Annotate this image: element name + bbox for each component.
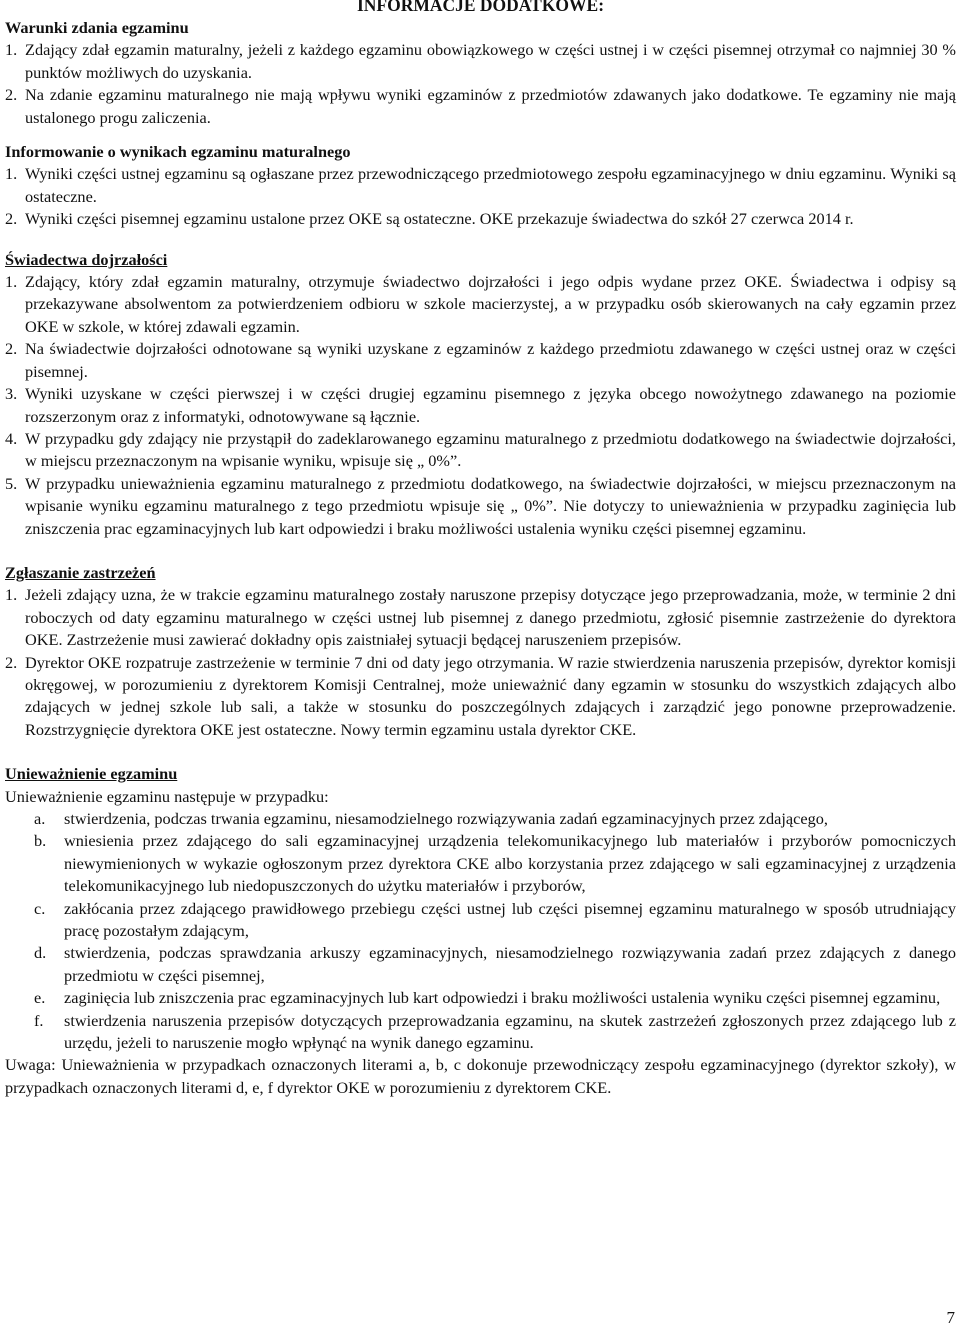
item-text: Zdający zdał egzamin maturalny, jeżeli z każdego egzaminu obowiązkowego w części ustnej i w części pisemnej otrzymał co najmniej 30 % punktów możliwych do uzyskania. — [25, 40, 956, 82]
item-number: 3. — [5, 384, 18, 404]
item-letter: f. — [34, 1010, 44, 1030]
list-item — [5, 584, 956, 651]
list-item — [5, 163, 956, 208]
item-text: zakłócania przez zdającego prawidłowego przebiegu części ustnej lub części pisemnej egzaminu maturalnego w sposób utrudniający pracę pozostałym zdającym, — [64, 898, 956, 941]
item-number: 4. — [5, 428, 18, 448]
list-item — [5, 830, 956, 897]
item-text: Dyrektor OKE rozpatruje zastrzeżenie w terminie 7 dni od daty jego otrzymania. W razie stwierdzenia naruszenia przepisów, dyrektor komisji okręgowej, w porozumieniu z dyrektorem Komisji Centralnej, może unieważnić dany egzamin w stosunku do wszystkich zdających albo zdających w jednej szkole lub sali, a także w stosunku do poszczególnych zdających i zarządzić jego ponowne przeprowadzenie. Rozstrzygnięcie dyrektora OKE jest ostateczne. Nowy termin egzaminu ustala dyrektor CKE. — [25, 652, 956, 739]
item-text: Wyniki części ustnej egzaminu są ogłaszane przez przewodniczącego przedmiotowego zespołu egzaminacyjnego w dniu egzaminu. Wyniki są ostateczne. — [25, 164, 956, 206]
section-heading-informowanie: Informowanie o wynikach egzaminu maturalnego — [5, 142, 351, 162]
list-item — [5, 898, 956, 943]
list-item — [5, 942, 956, 987]
item-number: 5. — [5, 473, 18, 493]
item-number: 1. — [5, 164, 18, 184]
list-item — [5, 428, 956, 473]
item-text: W przypadku gdy zdający nie przystąpił do zadeklarowanego egzaminu maturalnego z przedmiotu dodatkowego na świadectwie dojrzałości, w miejscu przeznaczonym na wpisanie wyniku, wpisuje się „ 0%”. — [25, 428, 956, 471]
item-number: 2. — [5, 652, 18, 672]
section-heading-zastrzezenia: Zgłaszanie zastrzeżeń — [5, 562, 156, 582]
section-heading-uniewaznienie: Unieważnienie egzaminu — [5, 764, 178, 784]
section-heading-swiadectwa: Świadectwa dojrzałości — [5, 249, 168, 269]
section-intro: Unieważnienie egzaminu następuje w przypadku: — [5, 786, 329, 806]
page-number: 7 — [946, 1308, 955, 1327]
item-number: 1. — [5, 40, 18, 60]
item-number: 1. — [5, 585, 18, 605]
list-item — [5, 383, 956, 428]
item-number: 2. — [5, 339, 18, 359]
item-letter: c. — [34, 898, 46, 918]
list-item — [5, 84, 956, 129]
list-item — [5, 39, 956, 84]
item-text: Wyniki części pisemnej egzaminu ustalone przez OKE są ostateczne. OKE przekazuje świadectwa do szkół 27 czerwca 2014 r. — [25, 209, 854, 229]
list-item — [5, 652, 956, 742]
item-text: wniesienia przez zdającego do sali egzaminacyjnej urządzenia telekomunikacyjnego lub materiałów i przyborów pomocniczych niewymienionych w wykazie ogłoszonym przez dyrektora CKE albo korzystania przez zdającego w sali egzaminacyjnej z urządzenia telekomunikacyjnego lub niedopuszczonych do użytku materiałów i przyborów, — [64, 831, 956, 896]
list-item — [5, 808, 956, 830]
item-text: Na świadectwie dojrzałości odnotowane są wyniki uzyskane z egzaminów z każdego przedmiotu zdawanego w części ustnej oraz w części pisemnej. — [25, 339, 956, 381]
page-title: INFORMACJE DODATKOWE: — [356, 0, 605, 15]
item-number: 2. — [5, 209, 18, 229]
item-number: 2. — [5, 85, 18, 105]
item-text: Na zdanie egzaminu maturalnego nie mają wpływu wyniki egzaminów z przedmiotów zdawanych jako dodatkowe. Te egzaminy nie mają ustalonego progu zaliczenia. — [25, 85, 956, 127]
list-item — [5, 473, 956, 540]
list-item — [5, 1010, 956, 1055]
item-text: Wyniki uzyskane w części pierwszej i w części drugiej egzaminu pisemnego z języka obcego nowożytnego zdawanego na poziomie rozszerzonym oraz z informatyki, odnotowywane są łącznie. — [25, 384, 956, 426]
note-paragraph: Uwaga: Unieważnienia w przypadkach oznaczonych literami a, b, c dokonuje przewodniczący zespołu egzaminacyjnego (dyrektor szkoły), w przypadkach oznaczonych literami d, e, f dyrektor OKE w porozumieniu z dyrektorem CKE. — [5, 1055, 956, 1097]
item-text: stwierdzenia, podczas sprawdzania arkuszy egzaminacyjnych, niesamodzielnego rozwiązywania zadań przez zdających z danego przedmiotu w części pisemnej, — [64, 943, 956, 985]
item-text: stwierdzenia naruszenia przepisów dotyczących przeprowadzania egzaminu, na skutek zastrzeżeń zgłoszonych przez zdającego lub z urzędu, jeżeli to naruszenie mogło wpłynąć na wynik danego egzaminu. — [64, 1010, 956, 1053]
section-heading-warunki: Warunki zdania egzaminu — [5, 18, 189, 37]
item-letter: e. — [34, 988, 46, 1008]
item-text: Zdający, który zdał egzamin maturalny, otrzymuje świadectwo dojrzałości i jego odpis wydane przez OKE. Świadectwa i odpisy są przekazywane absolwentom za potwierdzeniem odbioru w szkole macierzystej, a w przypadku osób skierowanych na cały egzamin przez OKE w szkole, w której zdawali egzamin. — [25, 272, 956, 336]
list-item — [5, 987, 956, 1009]
document-page — [5, 0, 956, 1099]
list-item — [5, 338, 956, 383]
item-letter: d. — [34, 943, 47, 963]
item-text: zaginięcia lub zniszczenia prac egzaminacyjnych lub kart odpowiedzi i braku możliwości ustalenia wyniku części pisemnej egzaminu, — [64, 988, 941, 1008]
list-item — [5, 208, 956, 230]
item-text: W przypadku unieważnienia egzaminu maturalnego z przedmiotu dodatkowego, na świadectwie dojrzałości, w miejscu przeznaczonym na wpisanie wyniku egzaminu maturalnego z tego przedmiotu wpisuje się „ 0%”. Nie dotyczy to unieważnienia w przypadku zaginięcia lub zniszczenia prac egzaminacyjnych lub kart odpowiedzi i braku możliwości ustalenia wyniku części pisemnej egzaminu. — [25, 473, 956, 538]
item-letter: b. — [34, 831, 47, 851]
item-letter: a. — [34, 809, 46, 828]
item-text: Jeżeli zdający uzna, że w trakcie egzaminu maturalnego zostały naruszone przepisy dotyczące jego przeprowadzania, może, w terminie 2 dni roboczych od daty egzaminu maturalnego w części ustnej lub pisemnej z danego przedmiotu, zgłosić pisemnie zastrzeżenie do dyrektora OKE. Zastrzeżenie musi zawierać dokładny opis zaistniałej sytuacji będącej naruszeniem przepisów. — [25, 585, 956, 650]
item-number: 1. — [5, 272, 18, 292]
item-text: stwierdzenia, podczas trwania egzaminu, niesamodzielnego rozwiązywania zadań egzaminacyjnych przez zdającego, — [64, 809, 828, 828]
list-item — [5, 271, 956, 338]
